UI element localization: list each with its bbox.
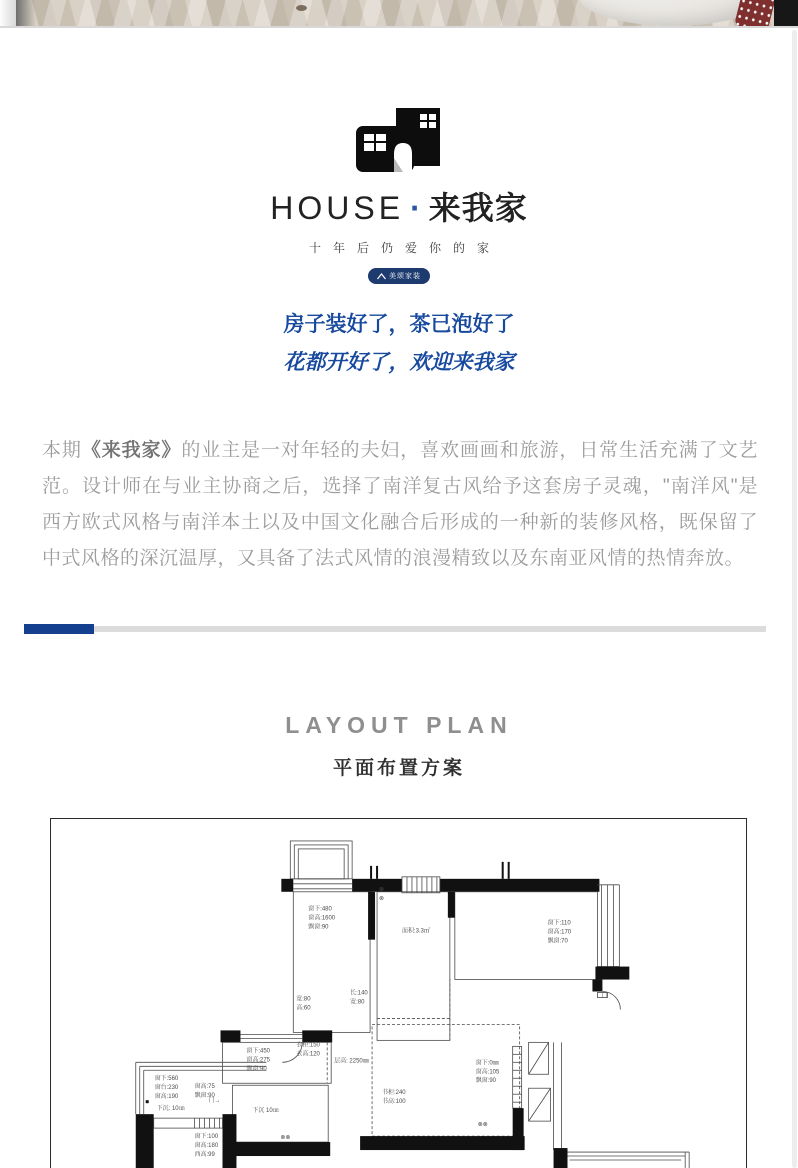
floorplan-label: 窗高:75 <box>194 1084 215 1091</box>
floorplan-label: 层高: 2250㎜ <box>334 1058 369 1065</box>
badge-house-icon <box>377 273 386 280</box>
floorplan-label: 书高:100 <box>382 1099 406 1106</box>
floorplan-label: 窗下:110 <box>547 920 571 927</box>
headline-line2: 花都开好了，欢迎来我家 <box>283 351 515 374</box>
wordmark-en: HOUSE <box>270 190 405 226</box>
intro-body: 的业主是一对年轻的夫妇，喜欢画画和旅游，日常生活充满了文艺范。设计师在与业主协商之后，选择了南洋复古风给予这套房子灵魂，"南洋风"是西方欧式风格与南洋本土以及中国文化融合后形成的一种新的装修风格，既保留了中式风格的深沉温厚，又具备了法式风情的浪漫精致以及东南亚风情的热情奔放。 <box>42 440 758 569</box>
floorplan-label: 飘窗:90 <box>194 1093 215 1100</box>
floorplan-svg <box>51 819 744 1168</box>
floorplan-label: 衣高:120 <box>296 1051 320 1058</box>
section-title-cn: 平面布置方案 <box>332 758 465 779</box>
floorplan-label: 飘窗:70 <box>547 938 568 945</box>
brand-tagline: 十年后仍爱你的家 <box>308 241 501 255</box>
intro-paragraph <box>42 433 758 577</box>
photo-right-dark-edge <box>774 0 798 26</box>
floorplan-label: ⊗⊗ <box>477 1122 488 1129</box>
floorplan-label: 飘窗:90 <box>246 1066 267 1073</box>
floorplan-label: 飘窗:90 <box>308 924 329 931</box>
intro-book-title: 《来我家》 <box>81 440 182 461</box>
floorplan-label: ⊗⊗ <box>280 1135 291 1142</box>
floorplan-label: 飘窗:90 <box>475 1078 497 1085</box>
brand-wordmark <box>0 183 798 229</box>
floorplan-label: 长:140 <box>350 990 368 997</box>
floorplan-label: 下沉 10㎝ <box>252 1108 279 1115</box>
divider-blue-bar <box>24 624 94 634</box>
floorplan-label: 门 <box>601 993 608 1000</box>
floorplan-label: ⊗ <box>379 886 385 893</box>
floorplan-label: 书柜:240 <box>382 1090 406 1097</box>
floorplan-label: 宽:80 <box>296 996 311 1003</box>
wordmark-cn: 来我家 <box>428 190 528 226</box>
brand-badge[interactable] <box>368 268 430 284</box>
section-divider <box>0 624 798 634</box>
floorplan-label: 窗下:100 <box>194 1134 219 1141</box>
floorplan-label: 高:60 <box>296 1005 311 1012</box>
badge-label: 美颂家装 <box>389 273 421 280</box>
floorplan-label: 宽:80 <box>350 999 365 1006</box>
floorplan-label: 下沉: 10㎝ <box>156 1106 185 1113</box>
floorplan-label: 窗高:105 <box>475 1069 500 1076</box>
floorplan-label: 窗高:170 <box>547 929 572 936</box>
floorplan-label: 门→ <box>208 1098 221 1105</box>
headline-line1: 房子装好了，茶已泡好了 <box>283 313 515 336</box>
floorplan-label: 面积:3.3㎡ <box>401 928 430 935</box>
floorplan-label: 窗高:180 <box>194 1143 219 1150</box>
floorplan-image[interactable] <box>50 818 747 1168</box>
floorplan-label: 窗下:480 <box>308 906 332 913</box>
photo-floor-detail <box>296 5 307 11</box>
photo-left-shadow <box>16 0 36 28</box>
brand-logo-block <box>0 108 798 285</box>
divider-gray-line <box>94 626 766 632</box>
floorplan-label: 窗下:450 <box>246 1048 270 1055</box>
floorplan-label: 窗高:1600 <box>308 915 336 922</box>
photo-left-edge <box>0 0 16 28</box>
floorplan-label: 西高:99 <box>194 1152 215 1159</box>
floorplan-label: 窗下:560 <box>154 1076 179 1083</box>
floorplan-label: 衣柜:150 <box>296 1042 320 1049</box>
floorplan-label: 窗下:0㎜ <box>475 1060 499 1067</box>
wordmark-dot: · <box>410 190 423 226</box>
floorplan-label: ⊗ <box>379 895 385 902</box>
floorplan-label: 窗台:230 <box>154 1085 179 1092</box>
floorplan-label: 窗高:275 <box>246 1057 270 1064</box>
photo-pot-band <box>734 0 776 28</box>
intro-prefix: 本期 <box>42 440 82 461</box>
previous-photo-crop[interactable] <box>0 0 798 28</box>
floorplan-label: 窗高:190 <box>154 1094 179 1101</box>
section-title-en: LAYOUT PLAN <box>285 712 513 738</box>
photo-bottom-border <box>0 26 798 28</box>
houses-logo-icon <box>356 108 442 177</box>
